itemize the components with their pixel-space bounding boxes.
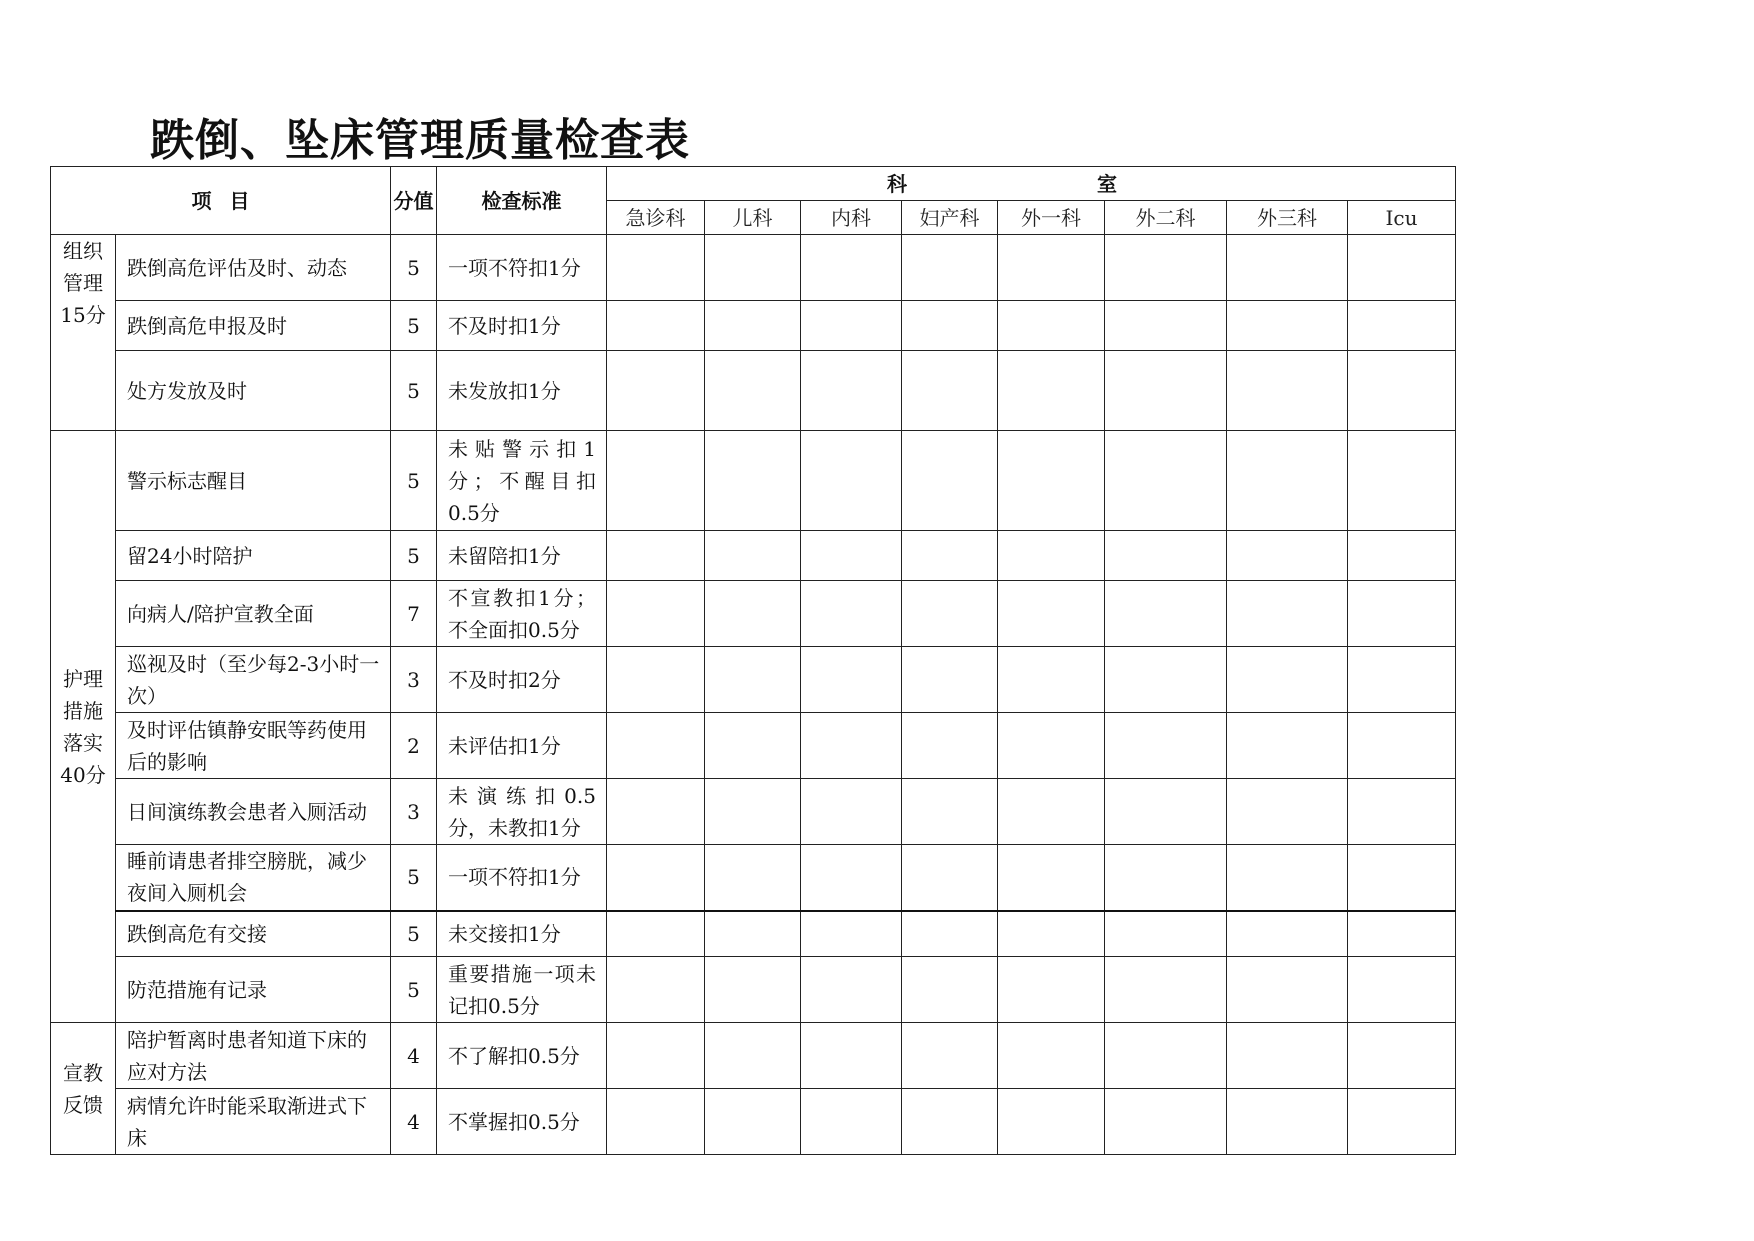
- item-cell: 日间演练教会患者入厕活动: [116, 779, 391, 845]
- dept-score-cell[interactable]: [705, 351, 801, 431]
- score-cell: 4: [391, 1023, 437, 1089]
- dept-score-cell[interactable]: [1227, 647, 1348, 713]
- dept-header: 外三科: [1227, 201, 1348, 235]
- standard-cell: 不宣教扣1分；不全面扣0.5分: [437, 581, 607, 647]
- dept-score-cell[interactable]: [705, 713, 801, 779]
- dept-score-cell[interactable]: [607, 351, 705, 431]
- dept-score-cell[interactable]: [1105, 301, 1227, 351]
- dept-header: 外二科: [1105, 201, 1227, 235]
- header-dept-group-2: 室: [1097, 171, 1117, 196]
- dept-score-cell[interactable]: [1348, 911, 1456, 957]
- dept-score-cell[interactable]: [902, 1089, 998, 1155]
- item-cell: 巡视及时（至少每2-3小时一次）: [116, 647, 391, 713]
- dept-score-cell[interactable]: [801, 957, 902, 1023]
- dept-score-cell[interactable]: [902, 911, 998, 957]
- dept-score-cell[interactable]: [705, 1023, 801, 1089]
- dept-score-cell[interactable]: [998, 1089, 1105, 1155]
- dept-score-cell[interactable]: [607, 1089, 705, 1155]
- dept-score-cell[interactable]: [902, 779, 998, 845]
- dept-score-cell[interactable]: [998, 351, 1105, 431]
- dept-score-cell[interactable]: [1105, 1089, 1227, 1155]
- standard-cell: 一项不符扣1分: [437, 845, 607, 911]
- dept-score-cell[interactable]: [902, 301, 998, 351]
- score-cell: 3: [391, 647, 437, 713]
- table-row: [51, 779, 1456, 845]
- standard-cell: 未留陪扣1分: [437, 531, 607, 581]
- standard-cell: 不了解扣0.5分: [437, 1023, 607, 1089]
- dept-score-cell[interactable]: [801, 581, 902, 647]
- item-cell: 跌倒高危评估及时、动态: [116, 235, 391, 301]
- dept-score-cell[interactable]: [1105, 779, 1227, 845]
- dept-score-cell[interactable]: [1348, 235, 1456, 301]
- dept-score-cell[interactable]: [1348, 301, 1456, 351]
- score-cell: 5: [391, 911, 437, 957]
- table-row: [51, 301, 1456, 351]
- dept-score-cell[interactable]: [902, 1023, 998, 1089]
- dept-score-cell[interactable]: [801, 431, 902, 531]
- category-cell: 护理措施落实40分: [51, 431, 116, 1023]
- score-cell: 5: [391, 531, 437, 581]
- dept-score-cell[interactable]: [902, 351, 998, 431]
- standard-cell: 未发放扣1分: [437, 351, 607, 431]
- dept-score-cell[interactable]: [1105, 845, 1227, 911]
- dept-header: 急诊科: [607, 201, 705, 235]
- dept-score-cell[interactable]: [801, 1023, 902, 1089]
- item-cell: 留24小时陪护: [116, 531, 391, 581]
- dept-score-cell[interactable]: [1348, 647, 1456, 713]
- standard-cell: 不掌握扣0.5分: [437, 1089, 607, 1155]
- dept-score-cell[interactable]: [902, 431, 998, 531]
- dept-score-cell[interactable]: [607, 235, 705, 301]
- dept-score-cell[interactable]: [607, 301, 705, 351]
- dept-score-cell[interactable]: [801, 531, 902, 581]
- item-cell: 睡前请患者排空膀胱，减少夜间入厕机会: [116, 845, 391, 911]
- dept-score-cell[interactable]: [1227, 531, 1348, 581]
- inspection-table: [50, 166, 1456, 1155]
- dept-score-cell[interactable]: [607, 431, 705, 531]
- page-title: 跌倒、坠床管理质量检查表: [150, 115, 690, 166]
- dept-score-cell[interactable]: [1227, 431, 1348, 531]
- dept-score-cell[interactable]: [1348, 581, 1456, 647]
- dept-score-cell[interactable]: [1227, 235, 1348, 301]
- table-row: [51, 431, 1456, 531]
- dept-score-cell[interactable]: [1227, 301, 1348, 351]
- dept-score-cell[interactable]: [1105, 235, 1227, 301]
- dept-score-cell[interactable]: [902, 531, 998, 581]
- dept-score-cell[interactable]: [1105, 581, 1227, 647]
- score-cell: 5: [391, 957, 437, 1023]
- dept-score-cell[interactable]: [1227, 1023, 1348, 1089]
- standard-cell: 不及时扣2分: [437, 647, 607, 713]
- dept-score-cell[interactable]: [705, 581, 801, 647]
- dept-score-cell[interactable]: [1105, 647, 1227, 713]
- dept-score-cell[interactable]: [998, 531, 1105, 581]
- dept-score-cell[interactable]: [705, 845, 801, 911]
- dept-score-cell[interactable]: [1227, 779, 1348, 845]
- score-cell: 5: [391, 351, 437, 431]
- score-cell: 7: [391, 581, 437, 647]
- dept-header: 妇产科: [902, 201, 998, 235]
- header-departments: [607, 167, 1456, 201]
- dept-score-cell[interactable]: [998, 845, 1105, 911]
- dept-score-cell[interactable]: [998, 581, 1105, 647]
- table-row: [51, 351, 1456, 431]
- item-cell: 及时评估镇静安眠等药使用后的影响: [116, 713, 391, 779]
- dept-score-cell[interactable]: [1348, 1089, 1456, 1155]
- category-cell: 组织管理15分: [51, 235, 116, 431]
- dept-score-cell[interactable]: [607, 911, 705, 957]
- header-standard: 检查标准: [437, 167, 607, 235]
- table-row: [51, 647, 1456, 713]
- dept-score-cell[interactable]: [705, 957, 801, 1023]
- dept-score-cell[interactable]: [1227, 581, 1348, 647]
- table-row: [51, 1023, 1456, 1089]
- dept-score-cell[interactable]: [607, 531, 705, 581]
- dept-score-cell[interactable]: [1105, 957, 1227, 1023]
- table-row: [51, 845, 1456, 911]
- dept-score-cell[interactable]: [1105, 713, 1227, 779]
- dept-score-cell[interactable]: [607, 713, 705, 779]
- item-cell: 跌倒高危有交接: [116, 911, 391, 957]
- dept-score-cell[interactable]: [801, 713, 902, 779]
- dept-score-cell[interactable]: [1227, 957, 1348, 1023]
- dept-score-cell[interactable]: [801, 301, 902, 351]
- dept-score-cell[interactable]: [1227, 1089, 1348, 1155]
- dept-score-cell[interactable]: [902, 713, 998, 779]
- score-cell: 2: [391, 713, 437, 779]
- standard-cell: 未贴警示扣1分；不醒目扣0.5分: [437, 431, 607, 531]
- score-cell: 3: [391, 779, 437, 845]
- dept-score-cell[interactable]: [705, 235, 801, 301]
- standard-cell: 未评估扣1分: [437, 713, 607, 779]
- item-cell: 警示标志醒目: [116, 431, 391, 531]
- item-cell: 病情允许时能采取渐进式下床: [116, 1089, 391, 1155]
- dept-score-cell[interactable]: [705, 431, 801, 531]
- dept-score-cell[interactable]: [607, 957, 705, 1023]
- item-cell: 防范措施有记录: [116, 957, 391, 1023]
- dept-score-cell[interactable]: [902, 957, 998, 1023]
- standard-cell: 不及时扣1分: [437, 301, 607, 351]
- header-item: 项目: [51, 167, 391, 235]
- dept-score-cell[interactable]: [998, 301, 1105, 351]
- dept-score-cell[interactable]: [998, 647, 1105, 713]
- dept-score-cell[interactable]: [1348, 1023, 1456, 1089]
- dept-score-cell[interactable]: [998, 779, 1105, 845]
- dept-score-cell[interactable]: [1227, 845, 1348, 911]
- dept-score-cell[interactable]: [902, 845, 998, 911]
- dept-header: Icu: [1348, 201, 1456, 235]
- dept-score-cell[interactable]: [1105, 431, 1227, 531]
- header-dept-group-1: 科: [887, 171, 907, 196]
- table-row: [51, 235, 1456, 301]
- dept-score-cell[interactable]: [607, 647, 705, 713]
- dept-score-cell[interactable]: [705, 647, 801, 713]
- header-score: 分值: [391, 167, 437, 235]
- standard-cell: 一项不符扣1分: [437, 235, 607, 301]
- score-cell: 5: [391, 235, 437, 301]
- dept-score-cell[interactable]: [1227, 351, 1348, 431]
- item-cell: 向病人/陪护宣教全面: [116, 581, 391, 647]
- dept-score-cell[interactable]: [1348, 531, 1456, 581]
- item-cell: 处方发放及时: [116, 351, 391, 431]
- dept-score-cell[interactable]: [607, 845, 705, 911]
- dept-header: 外一科: [998, 201, 1105, 235]
- dept-score-cell[interactable]: [705, 1089, 801, 1155]
- dept-score-cell[interactable]: [1348, 845, 1456, 911]
- dept-score-cell[interactable]: [1348, 957, 1456, 1023]
- table-row: [51, 581, 1456, 647]
- dept-score-cell[interactable]: [998, 957, 1105, 1023]
- dept-score-cell[interactable]: [902, 235, 998, 301]
- dept-score-cell[interactable]: [801, 845, 902, 911]
- dept-score-cell[interactable]: [801, 779, 902, 845]
- score-cell: 5: [391, 845, 437, 911]
- dept-score-cell[interactable]: [998, 713, 1105, 779]
- dept-score-cell[interactable]: [801, 647, 902, 713]
- dept-score-cell[interactable]: [1105, 1023, 1227, 1089]
- dept-score-cell[interactable]: [705, 779, 801, 845]
- dept-score-cell[interactable]: [998, 911, 1105, 957]
- dept-score-cell[interactable]: [801, 911, 902, 957]
- dept-score-cell[interactable]: [801, 1089, 902, 1155]
- table-row: [51, 531, 1456, 581]
- dept-score-cell[interactable]: [998, 431, 1105, 531]
- score-cell: 5: [391, 301, 437, 351]
- dept-score-cell[interactable]: [607, 779, 705, 845]
- table-row: [51, 713, 1456, 779]
- standard-cell: 未交接扣1分: [437, 911, 607, 957]
- dept-score-cell[interactable]: [801, 351, 902, 431]
- table-row: [51, 1089, 1456, 1155]
- score-cell: 5: [391, 431, 437, 531]
- dept-score-cell[interactable]: [1348, 779, 1456, 845]
- dept-score-cell[interactable]: [607, 581, 705, 647]
- dept-score-cell[interactable]: [1227, 713, 1348, 779]
- table-row: [51, 957, 1456, 1023]
- dept-score-cell[interactable]: [801, 235, 902, 301]
- category-cell: 宣教反馈: [51, 1023, 116, 1155]
- item-cell: 陪护暂离时患者知道下床的应对方法: [116, 1023, 391, 1089]
- standard-cell: 未演练扣0.5分，未教扣1分: [437, 779, 607, 845]
- dept-score-cell[interactable]: [998, 235, 1105, 301]
- dept-score-cell[interactable]: [705, 911, 801, 957]
- dept-score-cell[interactable]: [902, 647, 998, 713]
- dept-score-cell[interactable]: [1227, 911, 1348, 957]
- dept-score-cell[interactable]: [998, 1023, 1105, 1089]
- dept-score-cell[interactable]: [1105, 351, 1227, 431]
- dept-header: 儿科: [705, 201, 801, 235]
- dept-score-cell[interactable]: [1105, 531, 1227, 581]
- standard-cell: 重要措施一项未记扣0.5分: [437, 957, 607, 1023]
- dept-score-cell[interactable]: [1348, 713, 1456, 779]
- item-cell: 跌倒高危申报及时: [116, 301, 391, 351]
- score-cell: 4: [391, 1089, 437, 1155]
- dept-score-cell[interactable]: [705, 301, 801, 351]
- table-row: [51, 911, 1456, 957]
- dept-score-cell[interactable]: [705, 531, 801, 581]
- dept-header: 内科: [801, 201, 902, 235]
- dept-score-cell[interactable]: [1105, 911, 1227, 957]
- dept-score-cell[interactable]: [607, 1023, 705, 1089]
- dept-score-cell[interactable]: [902, 581, 998, 647]
- dept-score-cell[interactable]: [1348, 351, 1456, 431]
- dept-score-cell[interactable]: [1348, 431, 1456, 531]
